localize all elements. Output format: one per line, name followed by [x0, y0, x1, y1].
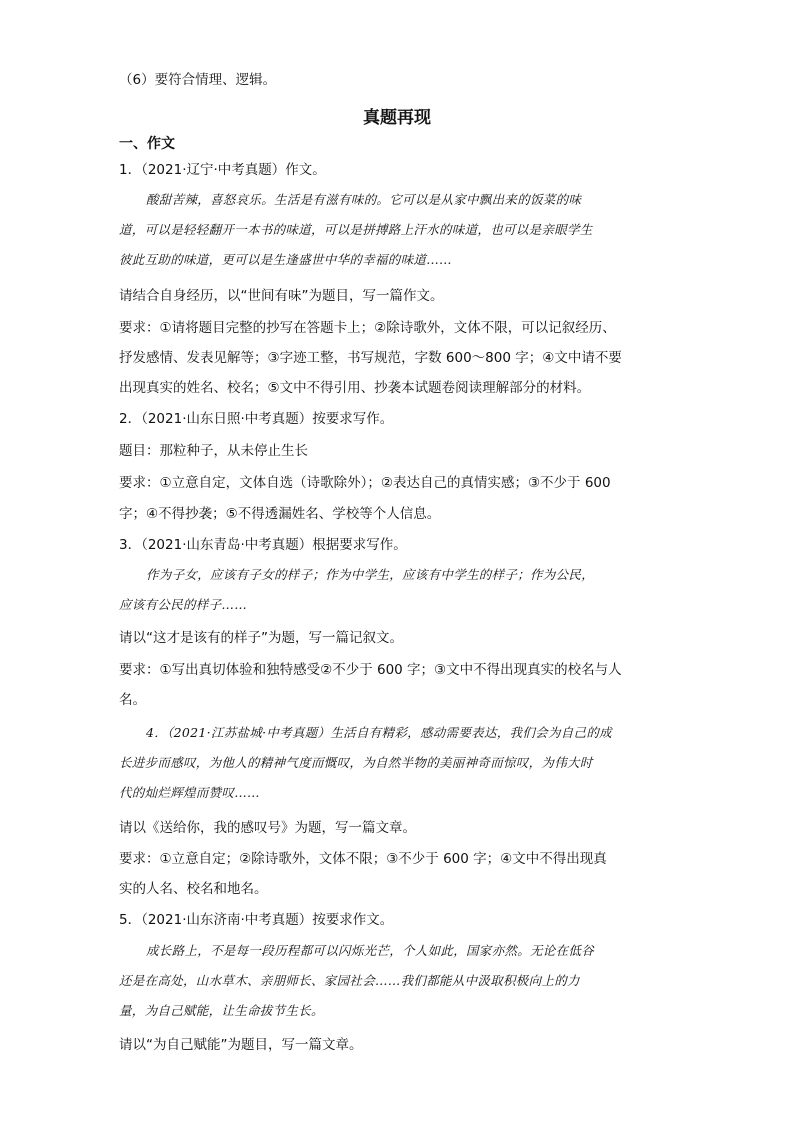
- q2-title: 2．（2021·山东日照·中考真题）按要求写作。: [119, 411, 394, 427]
- q3-requirement-line: 名。: [119, 692, 146, 708]
- q3-passage-line: 应该有公民的样子……: [119, 597, 248, 612]
- q5-passage-line: 成长路上，不是每一段历程都可以闪烁光芒，个人如此，国家亦然。无论在低谷: [146, 943, 595, 958]
- q4-prompt: 请以《送给你，我的感叹号》为题，写一篇文章。: [119, 820, 416, 836]
- q4-requirement-line: 要求：①立意自定；②除诗歌外，文体不限；③不少于 600 字；④文中不得出现真: [119, 851, 607, 867]
- page-heading: 真题再现: [363, 108, 431, 128]
- q3-prompt: 请以“这才是该有的样子”为题，写一篇记叙文。: [119, 630, 403, 646]
- q5-prompt: 请以“为自己赋能”为题目，写一篇文章。: [119, 1037, 363, 1053]
- section-heading: 一、作文: [119, 136, 175, 152]
- q3-requirement-line: 要求：①写出真切体验和独特感受②不少于 600 字；③文中不得出现真实的校名与人: [119, 662, 622, 678]
- q1-requirement-line: 要求：①请将题目完整的抄写在答题卡上；②除诗歌外，文体不限，可以记叙经历、: [119, 320, 616, 336]
- q1-passage-line: 彼此互助的味道，更可以是生逢盛世中华的幸福的味道……: [119, 252, 452, 267]
- requirement-6: （6）要符合情理、逻辑。: [119, 72, 277, 88]
- q2-topic: 题目：那粒种子，从未停止生长: [119, 443, 308, 459]
- q5-title: 5．（2021·山东济南·中考真题）按要求作文。: [119, 912, 394, 928]
- q2-requirement-line: 字；④不得抄袭；⑤不得透漏姓名、学校等个人信息。: [119, 506, 441, 522]
- q1-requirement-line: 抒发感情、发表见解等；③字迹工整，书写规范，字数 600～800 字；④文中请不要: [119, 350, 622, 366]
- q2-requirement-line: 要求：①立意自定，文体自选（诗歌除外）；②表达自己的真情实感；③不少于 600: [119, 475, 611, 491]
- q5-passage-line: 还是在高处，山水草木、亲朋师长、家园社会……我们都能从中汲取积极向上的力: [119, 973, 580, 988]
- q1-prompt: 请结合自身经历，以“世间有味”为题目，写一篇作文。: [119, 288, 444, 304]
- q4-passage-line: 长进步而感叹，为他人的精神气度而慨叹，为自然半物的美丽神奇而惊叹，为伟大时: [119, 755, 593, 770]
- q5-passage-line: 量，为自己赋能，让生命拔节生长。: [119, 1003, 324, 1018]
- q3-passage-line: 作为子女，应该有子女的样子；作为中学生，应该有中学生的样子；作为公民，: [146, 567, 595, 582]
- q4-requirement-line: 实的人名、校名和地名。: [119, 881, 268, 897]
- q1-passage-line: 道，可以是轻轻翻开一本书的味道，可以是拼搏路上汗水的味道，也可以是亲眼学生: [119, 222, 593, 237]
- q3-title: 3．（2021·山东青岛·中考真题）根据要求写作。: [119, 537, 407, 553]
- q1-passage-line: 酸甜苦辣，喜怒哀乐。生活是有滋有味的。它可以是从家中飘出来的饭菜的味: [146, 192, 582, 207]
- q4-passage-line: 代的灿烂辉煌而赞叹……: [119, 785, 260, 800]
- q1-requirement-line: 出现真实的姓名、校名；⑤文中不得引用、抄袭本试题卷阅读理解部分的材料。: [119, 380, 591, 396]
- q1-title: 1．（2021·辽宁·中考真题）作文。: [119, 162, 326, 178]
- q4-passage-line: 4．（2021·江苏盐城·中考真题）生活自有精彩，感动需要表达，我们会为自己的成: [146, 725, 612, 740]
